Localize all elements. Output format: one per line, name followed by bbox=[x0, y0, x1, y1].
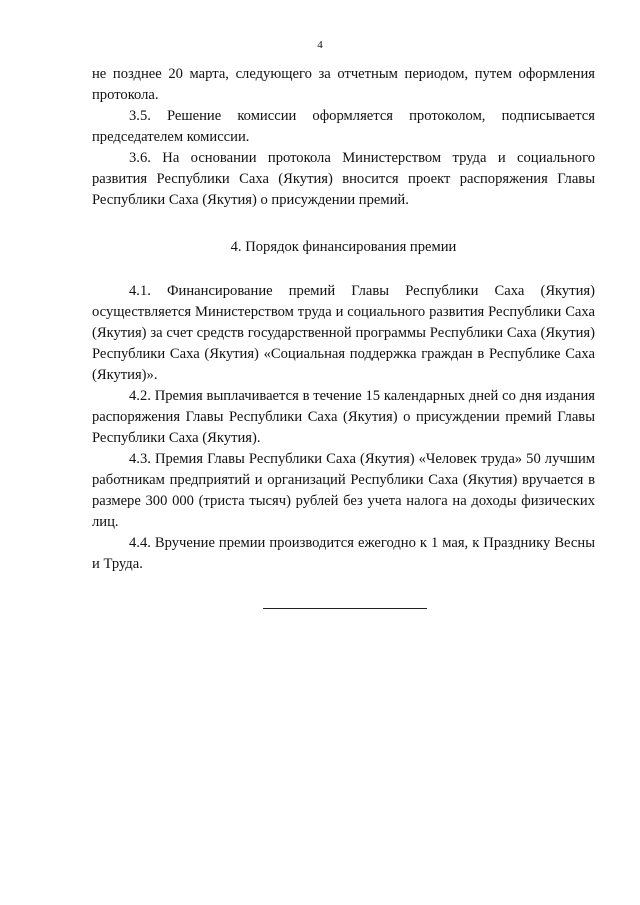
paragraph-3-5: 3.5. Решение комиссии оформляется протоколом, подписывается председателем комиссии. bbox=[92, 108, 595, 145]
paragraph-3-6: 3.6. На основании протокола Министерством труда и социального развития Республики Саха (Якутия) вносится проект распоряжения Главы Республики Саха (Якутия) о присуждении премий. bbox=[92, 150, 595, 208]
paragraph-4-1: 4.1. Финансирование премий Главы Республики Саха (Якутия) осуществляется Министерством труда и социального развития Республики Саха (Якутия) за счет средств государственной программы Республики Саха (Якутия) Республики Саха (Якутия) «Социальная поддержка граждан в Республике Саха (Якутия)». bbox=[92, 283, 595, 383]
paragraph-4-3: 4.3. Премия Главы Республики Саха (Якутия) «Человек труда» 50 лучшим работникам предприятий и организаций Республики Саха (Якутия) вручается в размере 300 000 (триста тысяч) рублей без учета налога на доходы физических лиц. bbox=[92, 451, 595, 530]
paragraph-4-2: 4.2. Премия выплачивается в течение 15 календарных дней со дня издания распоряжения Главы Республики Саха (Якутия) о присуждении премий Главы Республики Саха (Якутия). bbox=[92, 388, 595, 446]
section-heading: 4. Порядок финансирования премии bbox=[230, 239, 457, 255]
document-body bbox=[92, 64, 595, 575]
paragraph-3-4-continuation: не позднее 20 марта, следующего за отчетным периодом, путем оформления протокола. bbox=[92, 66, 595, 103]
end-of-document-rule bbox=[263, 608, 427, 609]
paragraph-4-4: 4.4. Вручение премии производится ежегодно к 1 мая, к Празднику Весны и Труда. bbox=[92, 535, 595, 572]
page-number: 4 bbox=[317, 39, 323, 51]
